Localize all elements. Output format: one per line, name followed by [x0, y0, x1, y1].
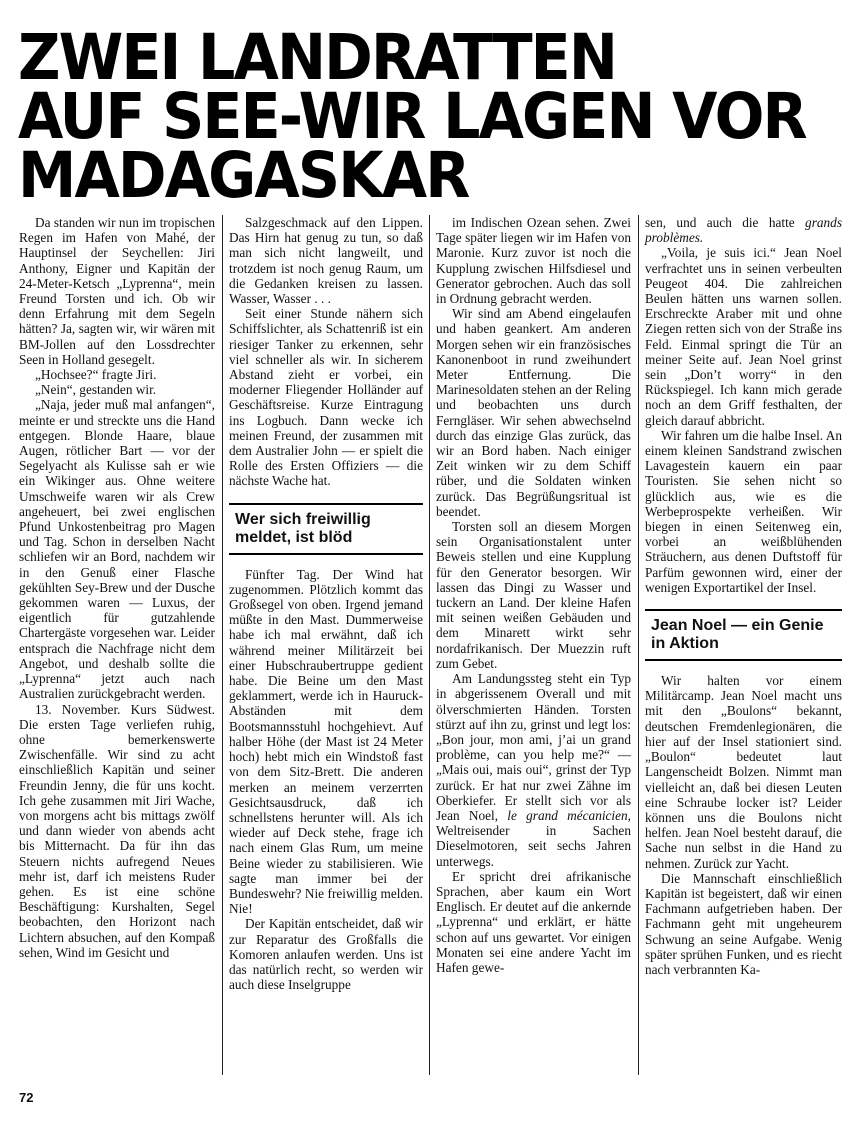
italic-phrase: grands problèmes. [645, 215, 842, 246]
paragraph-text: „Hochsee?“ fragte Jiri. [35, 367, 157, 383]
paragraph-text: Die Mannschaft einschließlich Kapitän ist begeistert, daß wir einen Fachmann aufgetrieben haben. Der Fachmann geht mit ungeheurem Schwung an seine Aufgabe. Wenig später sprühen Funken, und es riecht nach verbrannten Ka- [645, 870, 842, 977]
article-paragraph [19, 215, 215, 367]
paragraph-text: Fünfter Tag. Der Wind hat zugenommen. Plötzlich kommt das Großsegel von oben. Irgend jemand müßte in den Mast. Dummerweise habe ich mal erwähnt, daß ich während meiner Militärzeit bei einer Hubschraubertruppe gedient habe. Die Beine um den Mast geklammert, werde ich in Hauruck-Abständen mit dem Bootsmannsstuhl hochgehievt. Auf halber Höhe (der Mast ist 24 Meter hoch) hebt mich ein Windstoß fast von dem Sitz-Brett. Die anderen merken an meinem verzerrten Gesichtsausdruck, daß ich schnellstens herunter will. Als ich wieder auf Deck stehe, frage ich nach einem Glas Rum, um meine Beine wieder zu stabilisieren. Wie sagte man immer bei der Bundeswehr? Nie freiwillig melden. Nie! [229, 566, 423, 917]
article-paragraph [19, 702, 215, 960]
article-paragraph [645, 245, 842, 427]
paragraph-text-tail: Weltreisender in Sachen Dieselmotoren, seit sechs Jahren unterwegs. [436, 823, 631, 869]
paragraph-text: Der Kapitän entscheidet, daß wir zur Reparatur des Großfalls die Komoren anlaufen werden. Uns ist das natürlich recht, so werden wir auch diese Inselgruppe [229, 916, 423, 993]
headline-line-1: ZWEI LANDRATTEN [18, 21, 617, 94]
italic-phrase: le grand mécanicien, [507, 807, 632, 823]
column-rule-3 [638, 215, 639, 1075]
article-paragraph [229, 916, 423, 992]
paragraph-text: im Indischen Ozean sehen. Zwei Tage später liegen wir im Hafen von Maronie. Kurz zuvor ist noch die Kupplung zwischen Hilfsdiesel und Generator gebrochen. Auch das soll in Ordnung gebracht werden. [436, 215, 631, 307]
paragraph-text: Wir fahren um die halbe Insel. An einem kleinen Sandstrand zwischen Lavagestein kauern ein paar Touristen. Sie sehen nicht so glücklich aus, wie es die Werbeprospekte verheißen. Wir biegen in einen Seitenweg ein, vorbei an weißblühenden Sträuchern, aus denen Duftstoff für Parfüm gewonnen wird, einer der wenigen Exportartikel der Insel. [645, 427, 842, 595]
article-paragraph [19, 382, 215, 397]
section-subheading: Wer sich freiwillig meldet, ist blöd [229, 503, 423, 555]
paragraph-text: sen, und auch die hatte [645, 215, 795, 230]
article-paragraph [229, 215, 423, 306]
article-paragraph [19, 367, 215, 382]
article-column-1 [19, 215, 215, 960]
article-paragraph [645, 871, 842, 977]
headline [18, 21, 806, 212]
article-paragraph [229, 306, 423, 488]
article-paragraph [645, 428, 842, 595]
paragraph-text: Er spricht drei afrikanische Sprachen, aber kaum ein Wort Englisch. Er deutet auf die ankernde „Lyprenna“ und erklärt, er hätte schon auf uns gewartet. Vor einigen Monaten sei eine andere Yacht im Hafen gewe- [436, 868, 631, 975]
article-column-2 [229, 215, 423, 992]
column-rule-2 [429, 215, 430, 1075]
section-subheading: Jean Noel — ein Genie in Aktion [645, 609, 842, 661]
paragraph-text: Am Landungssteg steht ein Typ in abgerissenem Overall und mit ölverschmierten Händen. Torsten stürzt auf ihn zu, grinst und legt los: „Bon jour, mon ami, j’ai un grand problème, can you help me?“ — „Mais oui, mais oui“, grinst der Typ zurück. Er hat nur zwei Zähne im Oberkiefer. Er stellt sich vor als Jean Noel, [436, 671, 631, 823]
article-paragraph [229, 567, 423, 917]
column-rule-1 [222, 215, 223, 1075]
article-paragraph [436, 306, 631, 519]
paragraph-text: „Naja, jeder muß mal anfangen“, meinte er und streckte uns die Hand entgegen. Blonde Haare, blaue Augen, rötlicher Bart — vor der Segelyacht als Kulisse sah er wie ein Wikinger aus. Ohne weitere Umschweife waren wir als Crew angeheuert, bei zwei englischen Pfund Unkostenbeitrag pro Magen und Tag. Schon in derselben Nacht schliefen wir an Bord, nachdem wir in den Genuß einer Flasche gekühlten Sey-Brew und der Dusche gekommen waren — Luxus, der eigentlich für gutzahlende Chartergäste vorgesehen war. Leider entsprach die Nachfrage nicht dem Angebot, und deshalb sollte die „Lyprenna“ jetzt auch nach Australien zurückgebracht werden. [19, 397, 215, 702]
paragraph-text: „Voila, je suis ici.“ Jean Noel verfrachtet uns in seinen verbeulten Peugeot 404. Die zahlreichen Beulen hätten uns warnen sollen. Erschreckte Araber mit und ohne Ziegen retten sich von der Straße ins Feld. Einmal springt die Tür an meiner Seite auf. Jean Noel grinst sein „Don’t worry“ in den Rückspiegel. Ich kann mich gerade noch an dem Griff festhalten, der gleich darauf abbricht. [645, 245, 842, 428]
paragraph-text: Wir halten vor einem Militärcamp. Jean Noel macht uns mit den „Boulons“ bekannt, deutschen Fremdenlegionären, die hier auf der Insel stationiert sind. „Boulon“ bedeutet laut Langenscheidt Bolzen. Nimmt man vielleicht an, daß bei diesen Leuten eine Schraube locker ist? Leider können uns die Boulons nicht helfen. Jean Noel besteht darauf, die Sache nun selbst in die Hand zu nehmen. Zurück zur Yacht. [645, 673, 842, 871]
page-number: 72 [19, 1090, 34, 1105]
headline-line-2: AUF SEE-WIR LAGEN VOR [18, 80, 806, 153]
article-paragraph [19, 397, 215, 701]
paragraph-text: Da standen wir nun im tropischen Regen im Hafen von Mahé, der Hauptinsel der Seychellen: Jiri Anthony, Eigner und Kapitän der 24-Meter-Ketsch „Lyprenna“, mein Freund Torsten und ich. Ob wir denn Erfahrung mit dem Segeln hätten? Ja, sagten wir, wir wären mit BM-Jollen auf den Lossdrechter Seen in Holland gesegelt. [19, 215, 215, 367]
paragraph-text: 13. November. Kurs Südwest. Die ersten Tage verliefen ruhig, ohne bemerkenswerte Zwischenfälle. Wir sind zu acht einschließlich Kapitän und seiner Freundin Jenny, die für uns kocht. Ich gehe zusammen mit Jiri Wache, von morgens acht bis mittags zwölf und dann wieder von abends acht bis Mitternacht. Da für ihn das Steuern nichts aufregend Neues mehr ist, darf ich meistens Ruder gehen. Es ist eine schöne Beschäftigung: Kurshalten, Segel beobachten, den Horizont nach Lichtern absuchen, auf den Kompaß sehen, Wind im Gesicht und [19, 701, 215, 960]
paragraph-text: „Nein“, gestanden wir. [35, 382, 157, 398]
paragraph-text: Salzgeschmack auf den Lippen. Das Hirn hat genug zu tun, so daß man sich nicht langweilt, und trotzdem ist noch genug Raum, um die Gedanken kreisen zu lassen. Wasser, Wasser . . . [229, 215, 423, 307]
article-paragraph [436, 519, 631, 671]
article-paragraph [645, 673, 842, 871]
article-paragraph [436, 869, 631, 975]
paragraph-text: Wir sind am Abend eingelaufen und haben geankert. Am anderen Morgen sehen wir ein französisches Kanonenboot in rund zweihundert Meter Entfernung. Die Marinesoldaten stehen an der Reling und beobachten uns durch Ferngläser. Wir sehen abwechselnd durch das einzige Glas zurück, das wir an Bord haben. Nach einiger Zeit winken wir zu dem Schiff rüber, und die Soldaten winken zurück. Das Begrüßungsritual ist beendet. [436, 306, 631, 519]
article-paragraph [436, 215, 631, 306]
article-column-3 [436, 215, 631, 975]
article-column-4 [645, 215, 842, 977]
article-paragraph [436, 671, 631, 869]
paragraph-text: Torsten soll an diesem Morgen sein Organisationstalent unter Beweis stellen und eine Kupplung für den Generator besorgen. Wir lassen das Dingi zu Wasser und tuckern an Land. Der kleine Hafen mit seinen weißen Gebäuden und dem Minarett wirkt sehr nordafrikanisch. Der Muezzin ruft zum Gebet. [436, 519, 631, 671]
headline-line-3: MADAGASKAR [18, 139, 469, 212]
article-paragraph [645, 215, 842, 245]
paragraph-text: Seit einer Stunde nähern sich Schiffslichter, als Schattenriß ist ein riesiger Tanker zu erkennen, sehr viel schneller als wir. In sicherem Abstand zieht er vorbei, ein moderner Fliegender Holländer auf Geschäftsreise. Kurze Eintragung ins Logbuch. Dann wecke ich meinen Freund, der zusammen mit dem Australier John — er spielt die Rolle des Ersten Offiziers — die nächste Wache hat. [229, 306, 423, 489]
